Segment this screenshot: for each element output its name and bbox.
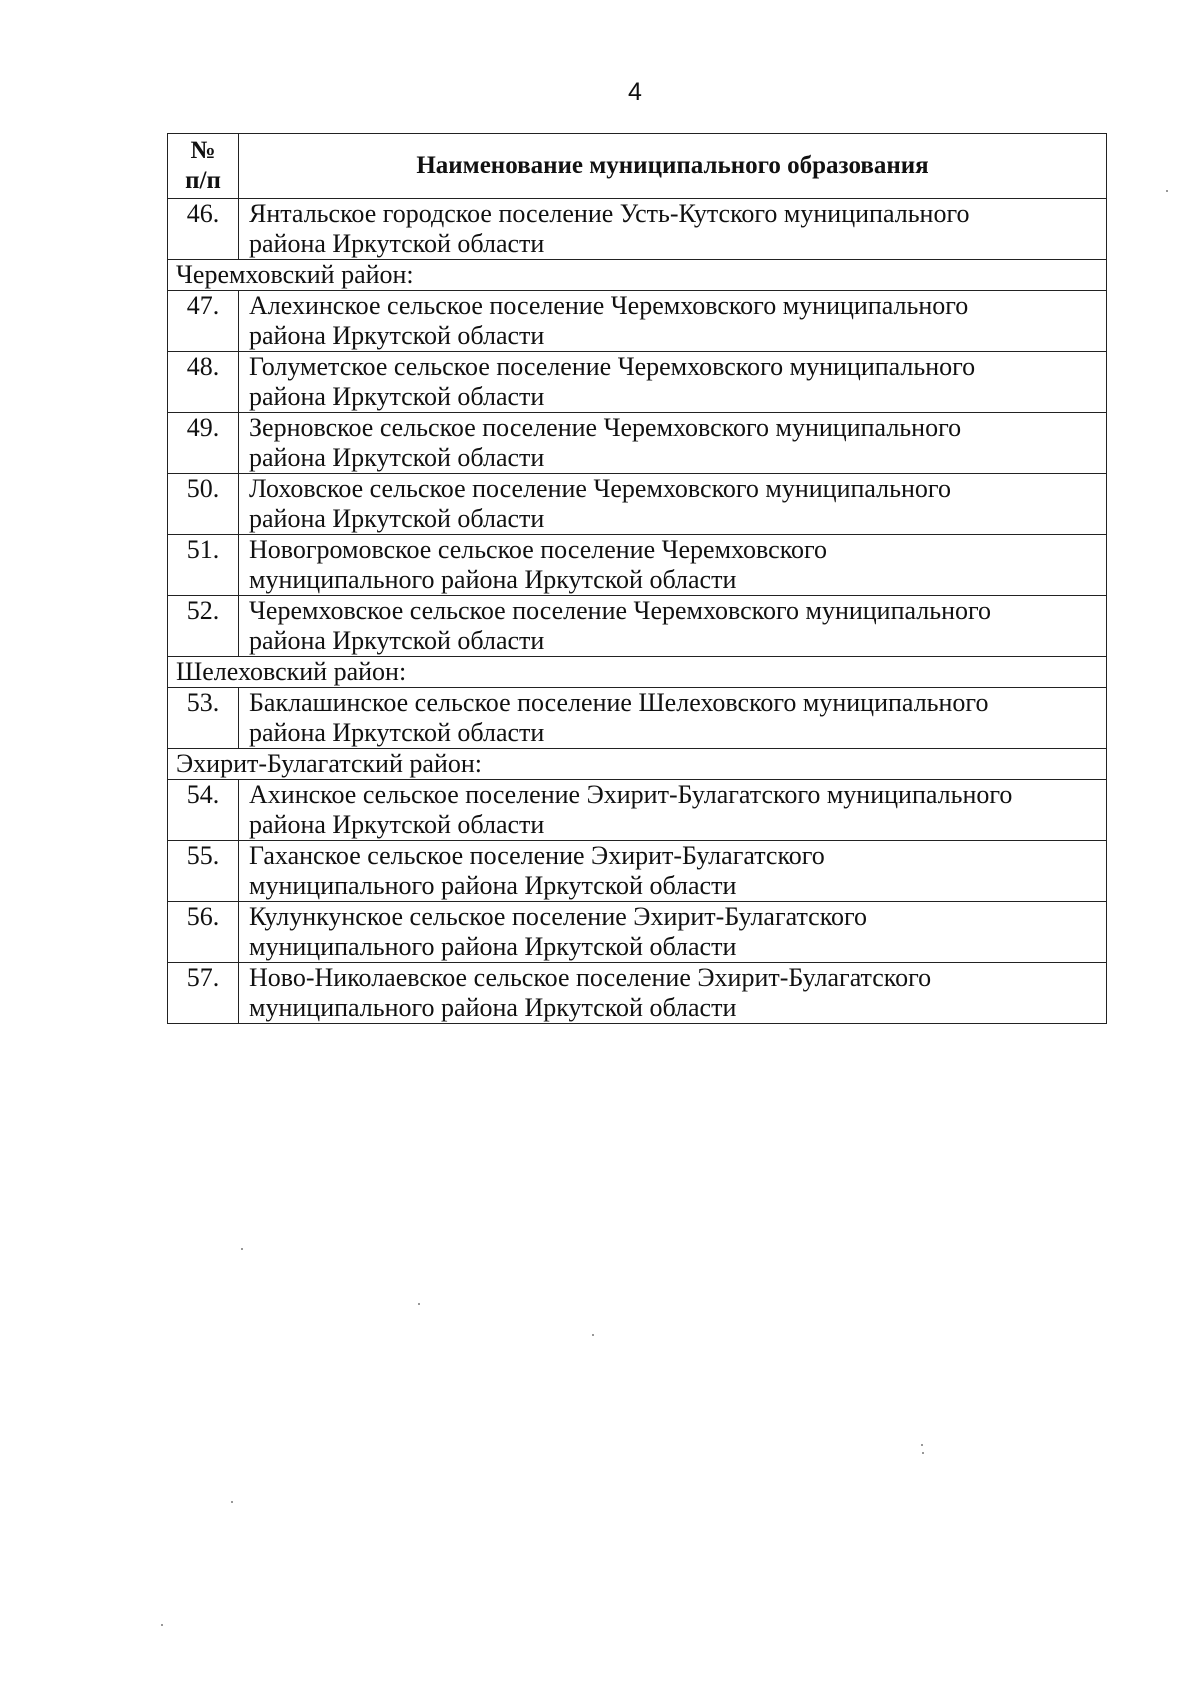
municipality-name: Гаханское сельское поселение Эхирит-Булагатского муниципального района Иркутской области xyxy=(239,841,1107,902)
municipality-name: Кулункунское сельское поселение Эхирит-Булагатского муниципального района Иркутской области xyxy=(239,902,1107,963)
row-number: 56. xyxy=(168,902,239,963)
table-row xyxy=(168,596,1107,657)
column-header-number-part: № xyxy=(190,137,216,164)
row-number: 50. xyxy=(168,474,239,535)
scan-speck xyxy=(921,1444,923,1446)
table-row xyxy=(168,780,1107,841)
district-row xyxy=(168,260,1107,291)
table-row xyxy=(168,535,1107,596)
municipality-name: Янтальское городское поселение Усть-Кутского муниципального района Иркутской области xyxy=(239,199,1107,260)
table-row xyxy=(168,841,1107,902)
column-header-number-part: п/п xyxy=(185,167,221,194)
row-number: 49. xyxy=(168,413,239,474)
municipalities-table xyxy=(167,133,1107,1024)
column-header-name: Наименование муниципального образования xyxy=(239,134,1107,199)
row-number: 47. xyxy=(168,291,239,352)
scan-speck xyxy=(231,1501,233,1503)
page-number: 4 xyxy=(628,78,642,106)
district-row xyxy=(168,749,1107,780)
municipality-name: Алехинское сельское поселение Черемховского муниципального района Иркутской области xyxy=(239,291,1107,352)
table-row xyxy=(168,291,1107,352)
column-header-number xyxy=(168,134,239,199)
district-label: Шелеховский район: xyxy=(168,657,1107,688)
municipality-name: Ново-Николаевское сельское поселение Эхирит-Булагатского муниципального района Иркутской области xyxy=(239,963,1107,1024)
municipality-name: Голуметское сельское поселение Черемховского муниципального района Иркутской области xyxy=(239,352,1107,413)
table-body xyxy=(168,199,1107,1024)
row-number: 52. xyxy=(168,596,239,657)
table-row xyxy=(168,413,1107,474)
table-row xyxy=(168,474,1107,535)
district-row xyxy=(168,657,1107,688)
table-row xyxy=(168,352,1107,413)
scan-speck xyxy=(1166,190,1168,192)
row-number: 55. xyxy=(168,841,239,902)
municipality-name: Лоховское сельское поселение Черемховского муниципального района Иркутской области xyxy=(239,474,1107,535)
scan-speck xyxy=(592,1334,594,1336)
row-number: 51. xyxy=(168,535,239,596)
row-number: 57. xyxy=(168,963,239,1024)
scan-speck xyxy=(241,1248,243,1250)
scan-speck xyxy=(922,1452,924,1454)
row-number: 48. xyxy=(168,352,239,413)
municipality-name: Черемховское сельское поселение Черемховского муниципального района Иркутской области xyxy=(239,596,1107,657)
scan-speck xyxy=(161,1624,163,1626)
municipality-name: Зерновское сельское поселение Черемховского муниципального района Иркутской области xyxy=(239,413,1107,474)
row-number: 53. xyxy=(168,688,239,749)
table-row xyxy=(168,902,1107,963)
table-row xyxy=(168,963,1107,1024)
municipality-name: Баклашинское сельское поселение Шелеховского муниципального района Иркутской области xyxy=(239,688,1107,749)
table-row xyxy=(168,688,1107,749)
table-row xyxy=(168,199,1107,260)
district-label: Черемховский район: xyxy=(168,260,1107,291)
row-number: 46. xyxy=(168,199,239,260)
table-header-row xyxy=(168,134,1107,199)
scan-speck xyxy=(418,1303,420,1305)
district-label: Эхирит-Булагатский район: xyxy=(168,749,1107,780)
municipality-name: Ахинское сельское поселение Эхирит-Булагатского муниципального района Иркутской области xyxy=(239,780,1107,841)
row-number: 54. xyxy=(168,780,239,841)
municipality-name: Новогромовское сельское поселение Черемховского муниципального района Иркутской области xyxy=(239,535,1107,596)
